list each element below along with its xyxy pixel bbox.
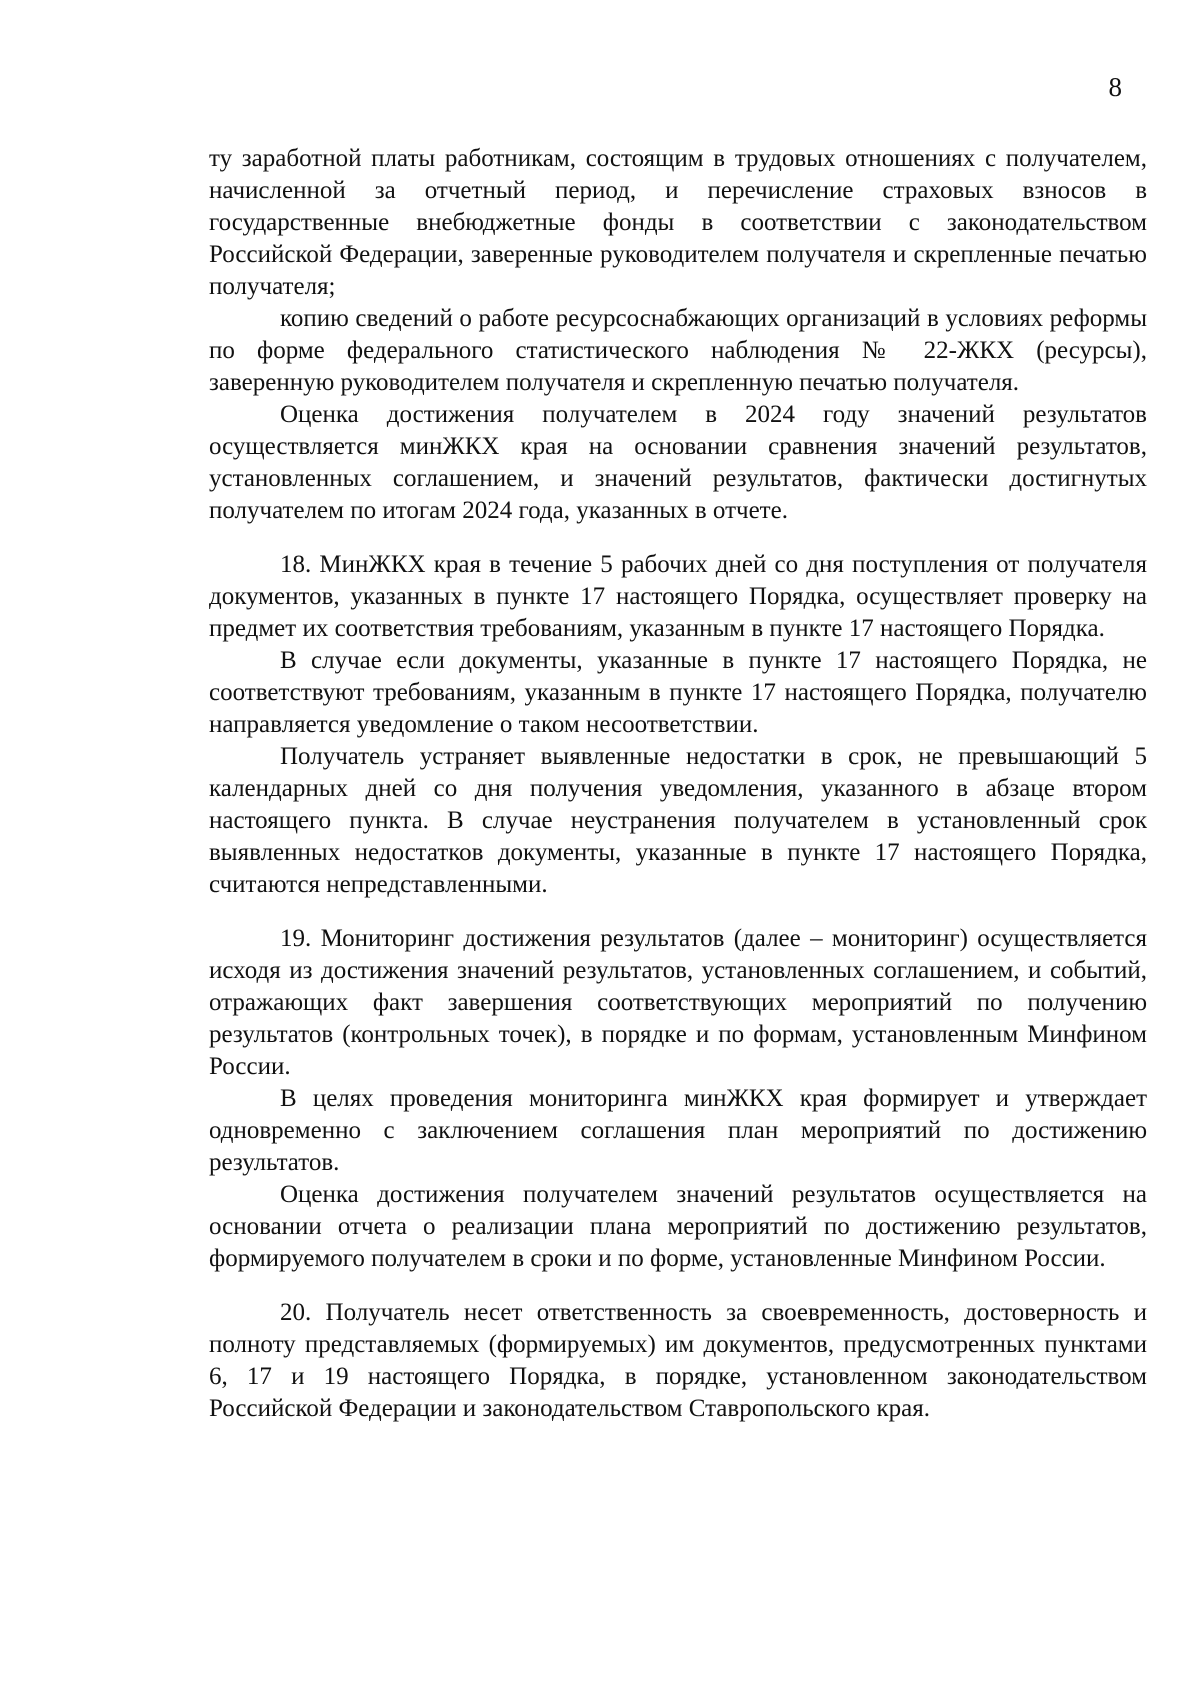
- paragraph-clause-19-plan: В целях проведения мониторинга минЖКХ края формирует и утверждает одновременно с заключением соглашения план мероприятий по достижению результатов.: [209, 1085, 1147, 1176]
- paragraph-clause-20: 20. Получатель несет ответственность за своевременность, достоверность и полноту представляемых (формируемых) им документов, предусмотренных пунктами 6, 17 и 19 настоящего Порядка, в порядке, установленном законодательством Российской Федерации и законодательством Ставропольского края.: [209, 1299, 1147, 1422]
- paragraph-evaluation-2024: Оценка достижения получателем в 2024 году значений результатов осуществляется минЖКХ края на основании сравнения значений результатов, установленных соглашением, и значений результатов, фактически достигнутых получателем по итогам 2024 года, указанных в отчете.: [209, 401, 1147, 524]
- paragraph-clause-18-noncompliance: В случае если документы, указанные в пункте 17 настоящего Порядка, не соответствуют требованиям, указанным в пункте 17 настоящего Порядка, получателю направляется уведомление о таком несоответствии.: [209, 647, 1147, 738]
- document-body: [209, 143, 1147, 1425]
- paragraph-continuation: ту заработной платы работникам, состоящим в трудовых отношениях с получателем, начисленной за отчетный период, и перечисление страховых взносов в государственные внебюджетные фонды в соответствии с законодательством Российской Федерации, заверенные руководителем получателя и скрепленные печатью получателя;: [209, 145, 1147, 300]
- paragraph-clause-19: 19. Мониторинг достижения результатов (далее – мониторинг) осуществляется исходя из достижения значений результатов, установленных соглашением, и событий, отражающих факт завершения соответствующих мероприятий по получению результатов (контрольных точек), в порядке и по формам, установленным Минфином России.: [209, 925, 1147, 1080]
- paragraph-clause-18-correction: Получатель устраняет выявленные недостатки в срок, не превышающий 5 календарных дней со дня получения уведомления, указанного в абзаце втором настоящего пункта. В случае неустранения получателем в установленный срок выявленных недостатков документы, указанные в пункте 17 настоящего Порядка, считаются непредставленными.: [209, 743, 1147, 898]
- paragraph-clause-18: 18. МинЖКХ края в течение 5 рабочих дней со дня поступления от получателя документов, указанных в пункте 17 настоящего Порядка, осуществляет проверку на предмет их соответствия требованиям, указанным в пункте 17 настоящего Порядка.: [209, 551, 1147, 642]
- page-number: 8: [1108, 72, 1122, 102]
- paragraph-clause-19-evaluation: Оценка достижения получателем значений результатов осуществляется на основании отчета о реализации плана мероприятий по достижению результатов, формируемого получателем в сроки и по форме, установленные Минфином России.: [209, 1181, 1147, 1272]
- paragraph-resource-report: копию сведений о работе ресурсоснабжающих организаций в условиях реформы по форме федерального статистического наблюдения № 22-ЖКХ (ресурсы), заверенную руководителем получателя и скрепленную печатью получателя.: [209, 305, 1147, 396]
